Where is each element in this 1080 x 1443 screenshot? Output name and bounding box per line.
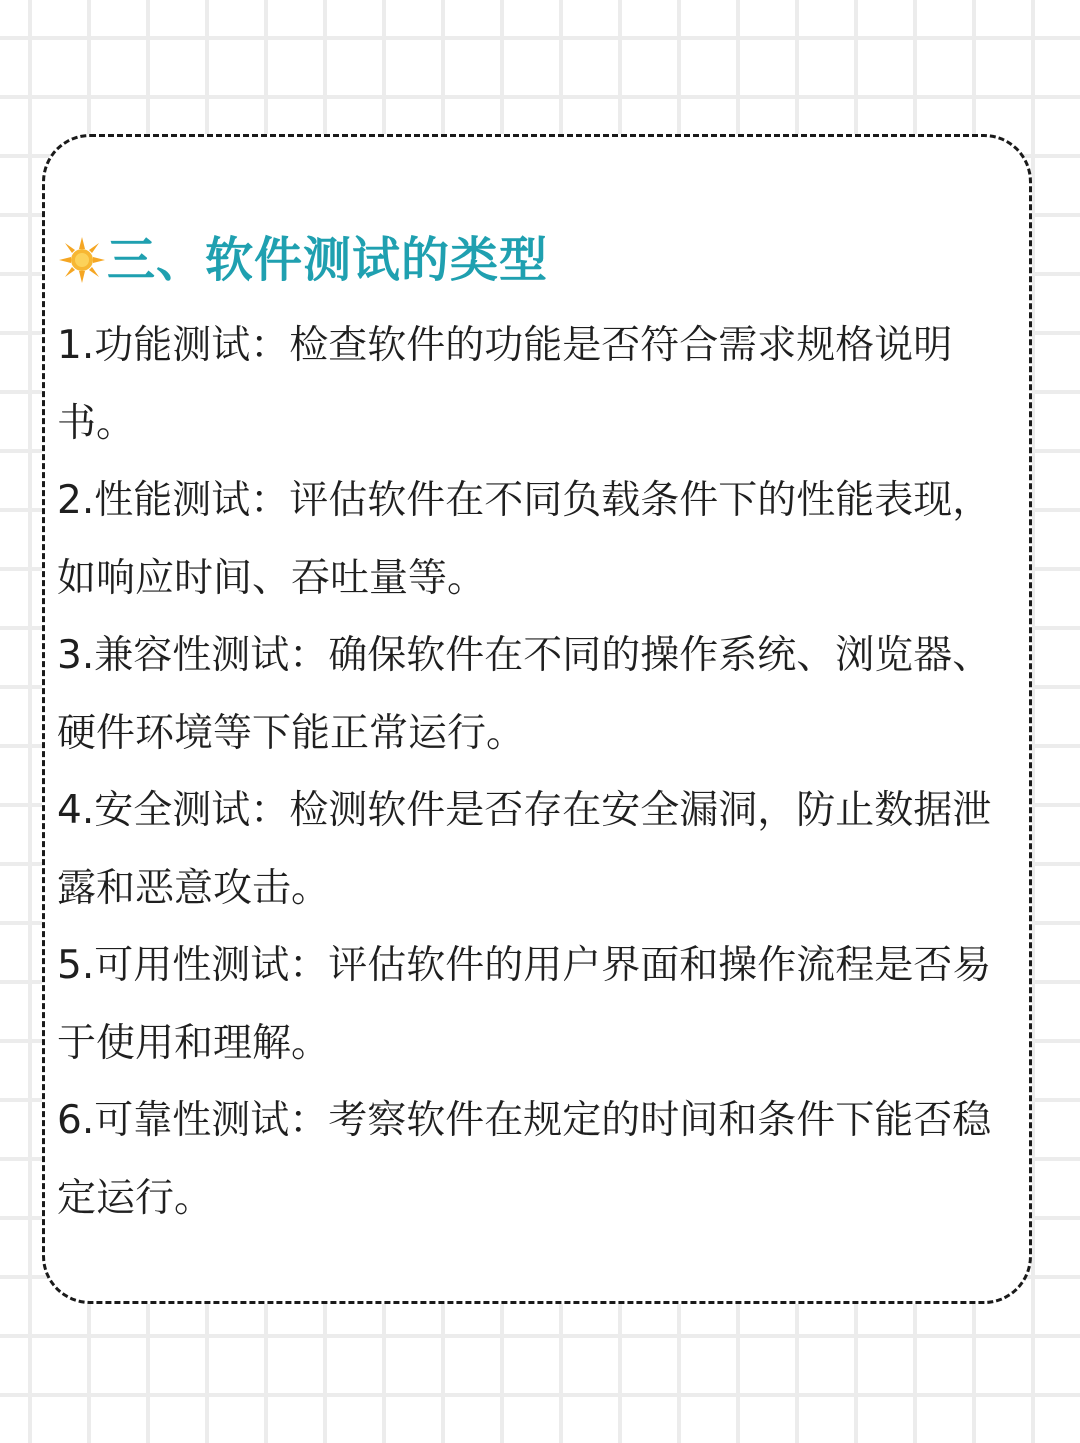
list-item-compatibility-testing: 3.兼容性测试：确保软件在不同的操作系统、浏览器、硬件环境等下能正常运行。	[57, 633, 992, 756]
list-item-usability-testing: 5.可用性测试：评估软件的用户界面和操作流程是否易于使用和理解。	[57, 943, 992, 1066]
section-title: 三、软件测试的类型	[107, 232, 549, 288]
list-item-reliability-testing: 6.可靠性测试：考察软件在规定的时间和条件下能否稳定运行。	[57, 1098, 992, 1221]
list-item-performance-testing: 2.性能测试：评估软件在不同负载条件下的性能表现，如响应时间、吞吐量等。	[57, 478, 992, 601]
star-icon	[57, 235, 107, 285]
content-card	[42, 134, 1032, 1304]
list-item-functional-testing: 1.功能测试：检查软件的功能是否符合需求规格说明书。	[57, 323, 953, 446]
test-type-list	[57, 307, 1017, 1237]
section-header	[57, 225, 548, 295]
list-item-security-testing: 4.安全测试：检测软件是否存在安全漏洞，防止数据泄露和恶意攻击。	[57, 788, 992, 911]
